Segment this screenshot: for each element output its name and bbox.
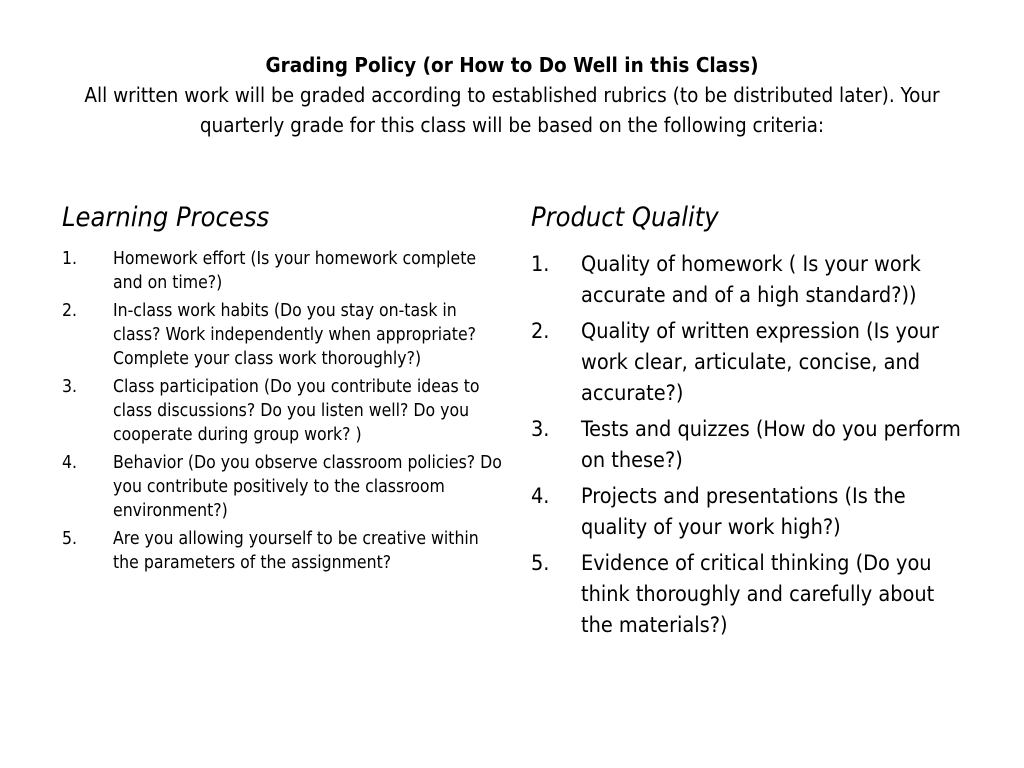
list-item xyxy=(531,414,971,476)
learning-process-list xyxy=(62,247,502,579)
product-quality-heading: Product Quality xyxy=(531,202,719,233)
list-item xyxy=(531,249,971,311)
item-number: 2. xyxy=(62,301,78,321)
item-number: 1. xyxy=(62,249,78,269)
item-text: Quality of written expression (Is your work clear, articulate, concise, and accurate?) xyxy=(581,319,939,406)
learning-process-heading: Learning Process xyxy=(62,202,270,233)
page-title: Grading Policy (or How to Do Well in this Class) xyxy=(265,53,759,77)
item-number: 5. xyxy=(531,551,550,576)
item-number: 2. xyxy=(531,319,550,344)
item-text: In-class work habits (Do you stay on-task in class? Work independently when appropriate? Complete your class work thoroughly?) xyxy=(113,301,477,369)
list-item xyxy=(62,451,502,523)
item-text: Quality of homework ( Is your work accurate and of a high standard?)) xyxy=(581,252,921,308)
list-item xyxy=(531,548,971,641)
intro-text: All written work will be graded according to established rubrics (to be distributed later). Your quarterly grade for this class will be based on the following criteria: xyxy=(84,83,940,137)
list-item xyxy=(531,481,971,543)
list-item xyxy=(62,527,502,575)
item-text: Projects and presentations (Is the quality of your work high?) xyxy=(581,484,906,540)
list-item xyxy=(62,247,502,295)
item-text: Class participation (Do you contribute ideas to class discussions? Do you listen well? Do you cooperate during group work? ) xyxy=(113,377,480,445)
item-number: 3. xyxy=(531,417,550,442)
item-number: 1. xyxy=(531,252,550,277)
item-text: Homework effort (Is your homework complete and on time?) xyxy=(113,249,477,293)
item-number: 4. xyxy=(62,453,78,473)
item-text: Evidence of critical thinking (Do you think thoroughly and carefully about the materials?) xyxy=(581,551,935,638)
item-number: 3. xyxy=(62,377,78,397)
item-text: Are you allowing yourself to be creative within the parameters of the assignment? xyxy=(113,529,479,573)
item-text: Behavior (Do you observe classroom policies? Do you contribute positively to the classroom environment?) xyxy=(113,453,502,521)
product-quality-list xyxy=(531,249,971,646)
item-number: 4. xyxy=(531,484,550,509)
item-number: 5. xyxy=(62,529,78,549)
list-item xyxy=(62,299,502,371)
list-item xyxy=(62,375,502,447)
list-item xyxy=(531,316,971,409)
item-text: Tests and quizzes (How do you perform on these?) xyxy=(581,417,961,473)
slide-header xyxy=(60,50,964,140)
